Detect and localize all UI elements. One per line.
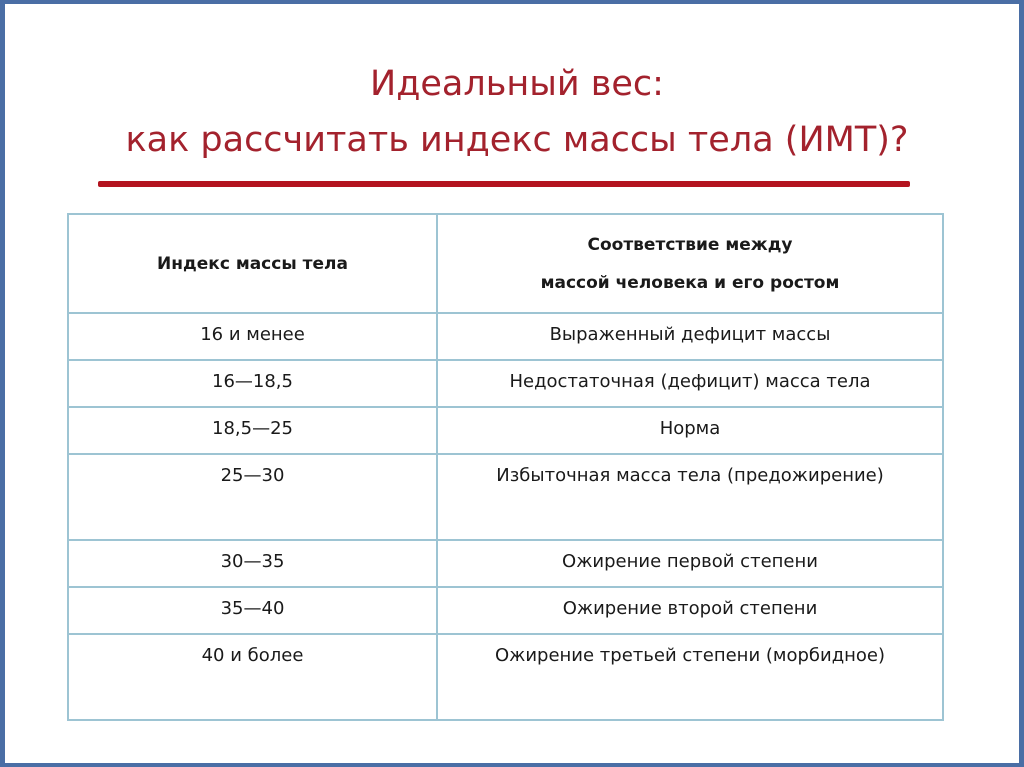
cell-bmi: 16—18,5	[68, 360, 437, 407]
table-header-row	[68, 214, 943, 313]
header-bmi: Индекс массы тела	[68, 214, 437, 313]
cell-description: Избыточная масса тела (предожирение)	[437, 454, 943, 540]
cell-description: Норма	[437, 407, 943, 454]
cell-bmi: 30—35	[68, 540, 437, 587]
cell-bmi: 40 и более	[68, 634, 437, 720]
table-row	[68, 587, 943, 634]
cell-description: Ожирение первой степени	[437, 540, 943, 587]
cell-description: Ожирение второй степени	[437, 587, 943, 634]
table-row	[68, 407, 943, 454]
title-divider	[98, 181, 910, 187]
cell-bmi: 25—30	[68, 454, 437, 540]
header-correspondence-line-2: массой человека и его ростом	[540, 272, 840, 293]
title-line-1: Идеальный вес:	[370, 64, 664, 104]
cell-bmi: 35—40	[68, 587, 437, 634]
table-row	[68, 634, 943, 720]
table-row	[68, 360, 943, 407]
table-row	[68, 454, 943, 540]
cell-bmi: 16 и менее	[68, 313, 437, 360]
slide-title	[5, 56, 1024, 168]
table-row	[68, 313, 943, 360]
cell-bmi: 18,5—25	[68, 407, 437, 454]
table-row	[68, 540, 943, 587]
title-line-2: как рассчитать индекс массы тела (ИМТ)?	[125, 120, 909, 160]
header-correspondence	[437, 214, 943, 313]
cell-description: Недостаточная (дефицит) масса тела	[437, 360, 943, 407]
header-correspondence-line-1: Соответствие между	[587, 234, 793, 255]
cell-description: Ожирение третьей степени (морбидное)	[437, 634, 943, 720]
cell-description: Выраженный дефицит массы	[437, 313, 943, 360]
bmi-table	[67, 213, 944, 721]
